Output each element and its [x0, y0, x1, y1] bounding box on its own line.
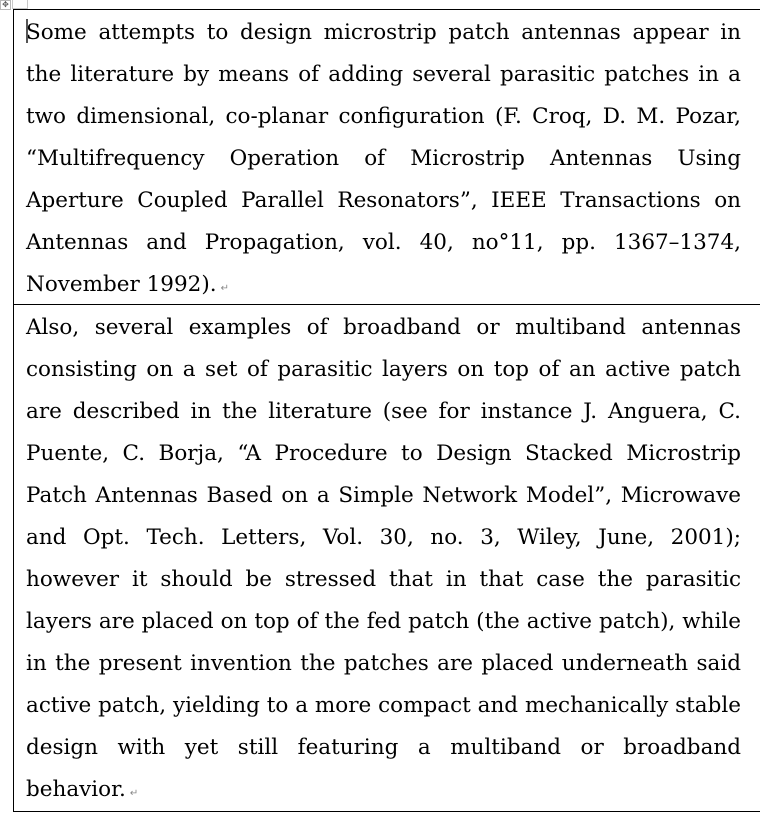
table-select-box[interactable] [12, 0, 28, 9]
table-row [14, 305, 760, 812]
table-cell[interactable] [14, 10, 760, 305]
paragraph[interactable] [26, 307, 741, 811]
table-row [14, 10, 760, 305]
paragraph-mark-icon: ↵ [129, 788, 139, 799]
document-table [13, 9, 760, 812]
table-cell[interactable] [14, 305, 760, 812]
paragraph-text: Also, several examples of broadband or multiband antennas consisting on a set of parasitic layers on top of an active patch are described in the literature (see for instance J. Anguera, C. Puente, C. Borja, “A Procedure to Design Stacked Microstrip Patch Antennas Based on a Simple Network Model”, Microwave and Opt. Tech. Letters, Vol. 30, no. 3, Wiley, June, 2001); however it should be stressed that in that case the parasitic layers are placed on top of the fed patch (the active patch), while in the present invention the patches are placed underneath said active patch, yielding to a more compact and mechanically stable design with yet still featuring a multiband or broadband behavior. [26, 315, 741, 802]
paragraph[interactable] [26, 12, 741, 304]
paragraph-mark-icon: ↵ [220, 283, 229, 294]
table-move-handle-icon[interactable]: ✥ [0, 0, 11, 10]
paragraph-text: Some attempts to design microstrip patch antennas appear in the literature by means of adding several parasitic patches in a two dimensional, co-planar configuration (F. Croq, D. M. Pozar, “Multifrequency Operation of Microstrip Antennas Using Aperture Coupled Parallel Resonators”, IEEE Transactions on Antennas and Propagation, vol. 40, no°11, pp. 1367–1374, November 1992). [26, 20, 741, 297]
